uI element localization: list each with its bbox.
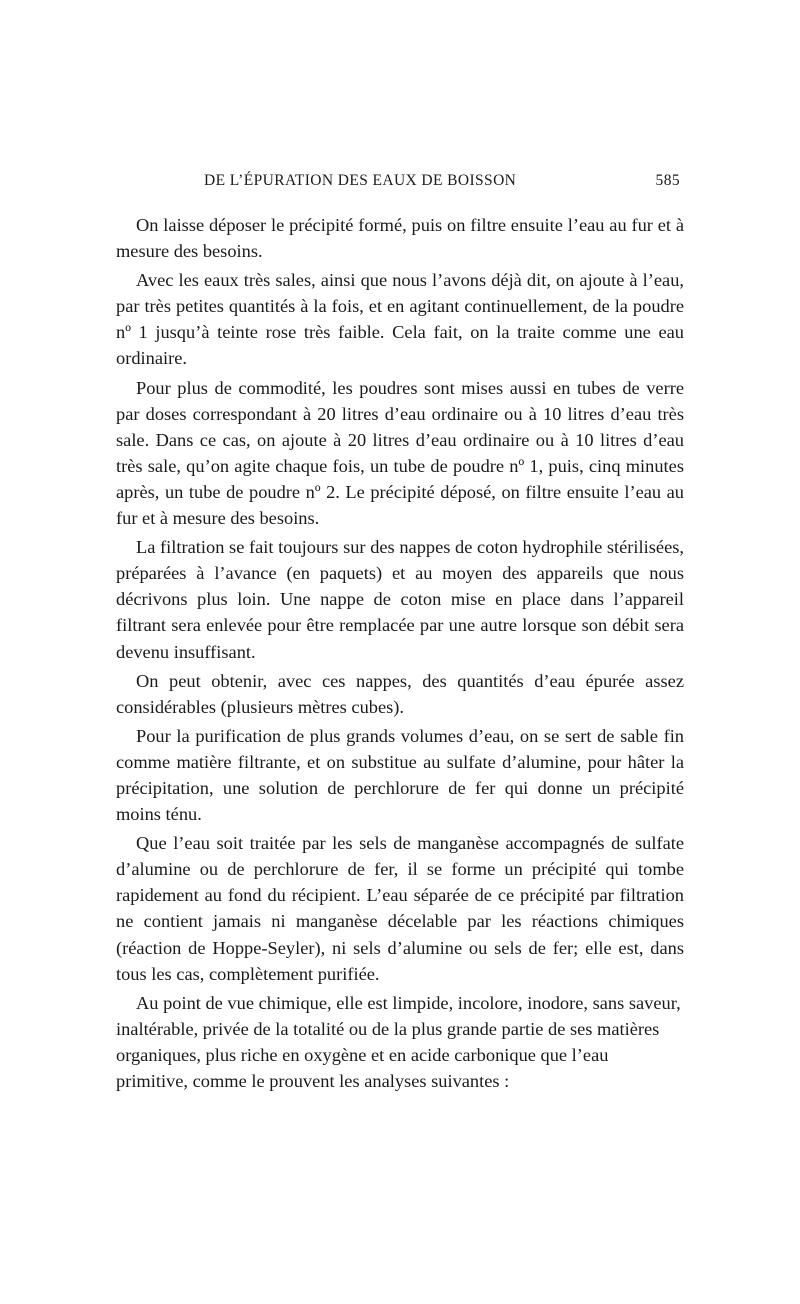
paragraph: Avec les eaux très sales, ainsi que nous l’avons déjà dit, on ajoute à l’eau, par très petites quantités à la fois, et en agitant continuellement, de la poudre nº 1 jusqu’à teinte rose très faible. Cela fait, on la traite comme une eau ordinaire. — [116, 270, 684, 369]
paragraph: Pour la purification de plus grands volumes d’eau, on se sert de sable fin comme matière filtrante, et on substitue au sulfate d’alumine, pour hâter la précipitation, une solution de perchlorure de fer qui donne un précipité moins ténu. — [116, 725, 684, 825]
paragraph: La filtration se fait toujours sur des nappes de coton hydrophile stérilisées, préparées à l’avance (en paquets) et au moyen des appareils que nous décrivons plus loin. Une nappe de coton mise en place dans l’appareil filtrant sera enlevée pour être remplacée par une autre lorsque son débit sera devenu insuffisant. — [116, 537, 684, 662]
paragraph: On laisse déposer le précipité formé, puis on filtre ensuite l’eau au fur et à mesure des besoins. — [116, 215, 684, 262]
book-page — [116, 172, 684, 1097]
paragraph: On peut obtenir, avec ces nappes, des quantités d’eau épurée assez considérables (plusieurs mètres cubes). — [116, 670, 684, 717]
running-title: DE L’ÉPURATION DES EAUX DE BOISSON — [204, 172, 517, 189]
paragraph: Que l’eau soit traitée par les sels de manganèse accompagnés de sulfate d’alumine ou de perchlorure de fer, il se forme un précipité qui tombe rapidement au fond du récipient. L’eau séparée de ce précipité par filtration ne contient jamais ni manganèse décelable par les réactions chimiques (réaction de Hoppe-Seyler), ni sels d’alumine ou sels de fer; elle est, dans tous les cas, complètement purifiée. — [116, 833, 684, 984]
paragraph: Au point de vue chimique, elle est limpide, incolore, inodore, sans saveur, inaltérable, privée de la totalité ou de la plus grande partie de ses matières organiques, plus riche en oxygène et en acide carbonique que l’eau primitive, comme le prouvent les analyses suivantes : — [116, 992, 681, 1091]
page-number: 585 — [655, 172, 680, 189]
page-header — [116, 172, 684, 198]
paragraph: Pour plus de commodité, les poudres sont mises aussi en tubes de verre par doses correspondant à 20 litres d’eau ordinaire ou à 10 litres d’eau très sale. Dans ce cas, on ajoute à 20 litres d’eau ordinaire ou à 10 litres d’eau très sale, qu’on agite chaque fois, un tube de poudre nº 1, puis, cinq minutes après, un tube de poudre nº 2. Le précipité déposé, on filtre ensuite l’eau au fur et à mesure des besoins. — [116, 377, 684, 529]
page-body — [116, 212, 684, 1094]
